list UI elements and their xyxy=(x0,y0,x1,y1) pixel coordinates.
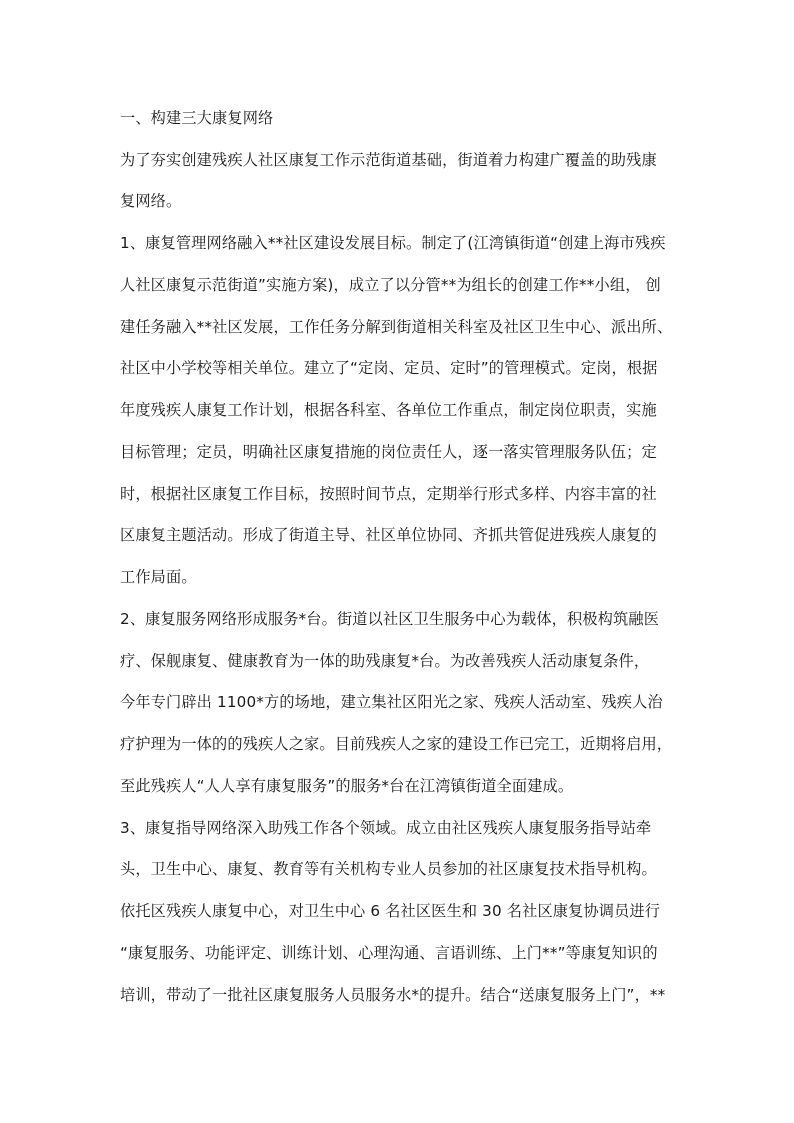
paragraph-line: 疗护理为一体的的残疾人之家。目前残疾人之家的建设工作已完工，近期将启用， xyxy=(120,735,673,753)
paragraph-line: 培训，带动了一批社区康复服务人员服务水*的提升。结合“送康复服务上门”，** xyxy=(120,986,666,1004)
paragraph-line: 依托区残疾人康复中心，对卫生中心 6 名社区医生和 30 名社区康复协调员进行 xyxy=(120,902,661,920)
paragraph-line: 社区中小学校等相关单位。建立了“定岗、定员、定时”的管理模式。定岗，根据 xyxy=(120,359,658,377)
paragraph-line: 头，卫生中心、康复、教育等有关机构专业人员参加的社区康复技术指导机构。 xyxy=(120,860,657,878)
paragraph-line: 至此残疾人“人人享有康复服务”的服务*台在江湾镇街道全面建成。 xyxy=(120,777,574,795)
paragraph-line: 年度残疾人康复工作计划，根据各科室、各单位工作重点，制定岗位职责，实施 xyxy=(120,401,657,419)
paragraph-line: 复网络。 xyxy=(120,192,182,210)
paragraph-line: 人社区康复示范街道”实施方案)，成立了以分管**为组长的创建工作**小组， 创 xyxy=(120,276,661,294)
paragraph-line: 3、康复指导网络深入助残工作各个领域。成立由社区残疾人康复服务指导站牵 xyxy=(120,819,652,837)
paragraph-line: 1、康复管理网络融入**社区建设发展目标。制定了(江湾镇街道“创建上海市残疾 xyxy=(120,234,666,252)
paragraph-line: “康复服务、功能评定、训练计划、心理沟通、言语训练、上门**”等康复知识的 xyxy=(120,944,658,962)
paragraph-line: 工作局面。 xyxy=(120,568,197,586)
paragraph-line: 建任务融入**社区发展，工作任务分解到街道相关科室及社区卫生中心、派出所、 xyxy=(120,318,673,336)
paragraph-line: 为了夯实创建残疾人社区康复工作示范街道基础，街道着力构建广覆盖的助残康 xyxy=(120,151,657,169)
paragraph-line: 区康复主题活动。形成了街道主导、社区单位协同、齐抓共管促进残疾人康复的 xyxy=(120,526,657,544)
paragraph-line: 疗、保舰康复、健康教育为一体的助残康复*台。为改善残疾人活动康复条件， xyxy=(120,652,650,670)
section-heading: 一、构建三大康复网络 xyxy=(120,109,274,127)
paragraph-line: 今年专门辟出 1100*方的场地，建立集社区阳光之家、残疾人活动室、残疾人治 xyxy=(120,693,663,711)
paragraph-line: 时，根据社区康复工作目标，按照时间节点，定期举行形式多样、内容丰富的社 xyxy=(120,485,657,503)
paragraph-line: 2、康复服务网络形成服务*台。街道以社区卫生服务中心为载体，积极构筑融医 xyxy=(120,610,660,628)
paragraph-line: 目标管理；定员，明确社区康复措施的岗位责任人，逐一落实管理服务队伍；定 xyxy=(120,443,657,461)
